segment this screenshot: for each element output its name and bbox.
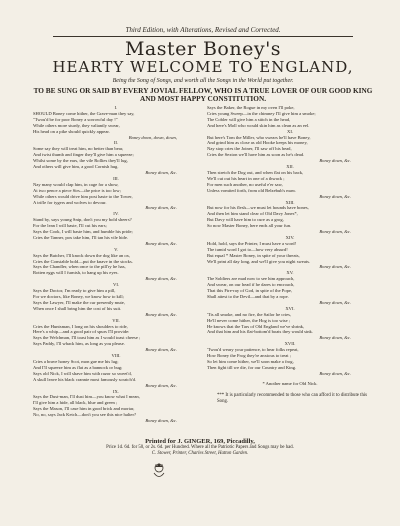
verse-line: But here's Tom the Miller, who swears he'll have Boney, [207,134,311,140]
verse-line: For the lean I will baste, I'll cut his ears; [33,223,107,229]
verse-number: I. [114,105,118,110]
chorus-line: Boney down, &c. [319,264,351,270]
verse-number: XIV. [285,234,295,240]
chorus-line: Boney down, &c. [319,370,351,376]
chorus-line: Boney down, &c. [145,205,177,211]
verse-line: Unless vomited forth, from old Belzebub's maw. [207,187,297,193]
verse-line: Cries the Tanner, pox take him, I'll tan his vile hide. [33,234,129,240]
verse-line: Says the Baker, the Rogue in my oven I'll poke, [207,105,295,110]
verse-line: While others would drive him post haste to the Tower, [33,193,133,199]
verse-line: We'll cut out his heart in one of a thwack ; [207,175,285,181]
verse-line: And others will give him, a good Cornish hug. [33,164,119,170]
verse-line: Cries the Huntsman, I long on his shoulders to ride, [33,323,128,329]
verse-line: When once I shall bring him the cost of his suit. [33,305,122,311]
verse-number: XVII. [284,341,296,347]
verse-line: Says the Chandler, when once to the pill'ry he has, [33,264,126,270]
verse-line: For we doctors, like Boney, we know how to kill; [33,294,124,299]
edition-line: Third Edition, with Alterations, Revised and Corrected. [125,26,281,34]
verse-number: VI. [113,282,119,288]
verse-line: That this Fire-ray of God, in spite of the Pope, [207,288,293,294]
verse-line: Says the Butcher, I'll knock down the dog like an ox, [33,252,131,258]
verse-number: III. [113,175,119,181]
verse-line: Says the Lawyer, I'll make the cur presently mute, [33,299,125,305]
divider [53,36,353,37]
chorus-line: Boney down, &c. [145,418,177,424]
chorus-line: Boney down, &c. [145,382,177,388]
price-line: Price 1d. 6d. for 50, or 2s. 6d. per Hundred. Where all the Patriotic Papers and Songs may be had. [106,445,294,450]
verse-line: The Soldiers are mad now to see him approach, [207,276,295,282]
verse-line: But now for his flesh—we must let hounds have bones, [207,205,309,211]
chorus-line: Boney down, &c. [145,240,177,246]
verse-columns [33,105,373,424]
verse-line: A trifle for tygers and wolves to devour. [33,199,107,205]
verse-line: Then stretch the Dog out, and when flat on his back, [207,169,304,175]
distribution-note: *** It is particularly recommended to those who can afford it to distribute this Song. [217,392,368,404]
verse-number: XIII. [285,199,295,205]
verse-number: VIII. [111,353,121,359]
verse-line: 'Twou'd weary your patience, to hear folks repeat, [207,347,299,353]
verse-line: He'll never come hither, the Hog is too wise ; [207,317,291,323]
verse-line: Says Paddy, I'll whack him, as long as you please. [33,341,125,347]
verse-line: "Twou'd be for poor Boney a sorrowful day !" [33,116,118,122]
verse-line: A skull leave his black crannie most famously scratch'd. [33,376,137,382]
right-column [207,105,373,424]
verse-number: VII. [112,317,120,323]
verse-line: Says the Cook, I will baste him, and humble his pride; [33,229,133,235]
intro-heading: TO BE SUNG OR SAID BY EVERY JOVIAL FELLOW, WHO IS A TRUE LOVER OF OUR GOOD KING AND MOST HAPPY CONSTITUTION. [33,86,373,103]
royal-emblem-icon [150,461,168,481]
verse-line: The tumid word I got to—how very absurd! [207,246,288,252]
verse-line: Here's a whip—and a good pair of spurs I'll provide: [33,329,130,335]
left-column [33,105,199,424]
verse-number: V. [114,246,118,252]
chorus-line: Boney down, &c. [145,276,177,282]
verse-line: But equal * Master Boney, in spite of your threats, [207,252,300,258]
printer-line: C. Stower, Printer, Charles Street, Hatton Garden. [151,451,249,456]
verse-line: The Cobler will give him a stitch in the head, [207,116,291,122]
verse-line: I'll give him a hide, all black, blue and green ; [33,400,118,406]
verse-line: And grind him as close as old Hooke keeps his money, [207,140,308,146]
verse-line: And here's Moll who would skin him as clean as an eel. [207,122,310,128]
verse-line: How Boney the Frog they're anxious to treat ; [207,353,292,359]
verse-line: Stand by, says young Snip, don't you my bold sheers? [33,217,132,223]
chorus-line: Boney down, &c. [319,158,351,164]
verse-line: Then fight till we die, for our Country and King. [207,364,297,370]
verse-line: Cries a brave honey Scot, mon gae me his lug; [33,358,119,364]
chorus-line: Boney down, down, down, [128,134,177,140]
footnote: * Another name for Old Nick. [262,380,318,386]
printed-for: Printed for J. GINGER, 169, Piccadilly, [145,438,255,445]
verse-line: Cries the Sexton we'll have him as soon as he's dead. [207,152,305,158]
chorus-line: Boney down, &c. [145,169,177,175]
verse-line: Whilst some by the ears, the vile Rollies they'll lug, [33,158,128,164]
verse-line: He knows that the Tars of Old England we've shrink, [207,323,305,329]
verse-line: Cries young Sweep—in the chimney I'll give him a smoke; [207,110,316,116]
verse-line: Says the Welchman, I'll toast him as I would toast cheese ; [33,335,141,341]
chorus-line: Boney down, &c. [145,311,177,317]
verse-number: IX. [113,388,119,394]
verse-line: While others more sturdy, they valiantly swear, [33,122,120,128]
verse-line: Says the Doctor, I'm ready to give him a pill, [33,288,116,294]
verse-line: No, no, says Jack Ketch—don't you see this nice halter? [33,412,137,418]
verse-line: SHOULD Boney come hither, the Grave-man they say, [33,110,135,116]
title-line-1: Master Boney's [124,38,282,60]
verse-line: We'll print all day long, and we'll give you night sweats. [207,258,311,264]
imprint [0,438,400,456]
verse-line: Says the Mason, I'll case him in good brick and mortar, [33,406,135,412]
chorus-line: Boney down, &c. [319,193,351,199]
verse-line: Nay stop cries the Joiner, I'll saw off his head, [207,146,292,152]
verse-line: So let him come hither, we'll soon make a frog, [207,358,294,364]
verse-line: Cries the Constable bold—put the knave in the stocks. [33,258,133,264]
chorus-line: Boney down, &c. [319,335,351,341]
verse-line: His head on a pike should quickly appear. [33,128,110,134]
verse-line: Rotten eggs will I furnish, to hang up his eyes. [33,270,119,276]
verse-line: Shall attest to the Devil—and that by a rope. [207,294,289,299]
verse-line: Says the Dust-man, I'll dust him—you know what I mean, [33,394,140,400]
verse-line: For men such another, no useful e'er saw, [207,181,283,187]
verse-number: II. [113,140,119,146]
verse-line: And swear, on our head if he dares to encroach, [207,282,295,288]
verse-line: Hold, hold, says the Printer, I must have a word! [207,240,297,246]
title-line-2: HEARTY WELCOME TO ENGLAND, [52,58,354,76]
verse-line: But Davy will have him to cure as a grog, [207,217,284,223]
verse-number: XVI. [285,305,295,311]
chorus-line: Boney down, &c. [319,229,351,235]
verse-line: So now Master Boney, here ends all your fun. [207,223,292,229]
verse-line: Says old Nick, I will shave him with razor so sweet'd, [33,370,132,376]
verse-line: And then let him stand clear of Old Davy Jones*, [207,211,298,217]
verse-number: XII. [286,164,294,170]
verse-line: And twist thumb and finger they'll give him a squeeze; [33,152,134,158]
verse-number: IV. [113,211,119,217]
verse-line: And I'll squeeze him as flat as a bannock or bug; [33,364,123,370]
chorus-line: Boney down, &c. [319,299,351,305]
chorus-line: Boney down, &c. [145,347,177,353]
verse-number: XV. [286,270,294,276]
verse-line: At two pence a piece Sirs—the price is too low; [33,187,121,193]
verse-number: XI. [287,128,293,134]
verse-line: Some say they will treat him, no better than bear, [33,146,124,152]
verse-line: And that him and his flat-bottom'd boats they would sink. [207,329,313,335]
subtitle: Being the Song of Songs, and worth all the Songs in the World put together. [112,78,294,84]
verse-line: 'Tis all smoke, and no fire, the Sailor he cries, [207,311,292,317]
verse-line: Nay many would clap him, in cage for a show, [33,181,119,187]
